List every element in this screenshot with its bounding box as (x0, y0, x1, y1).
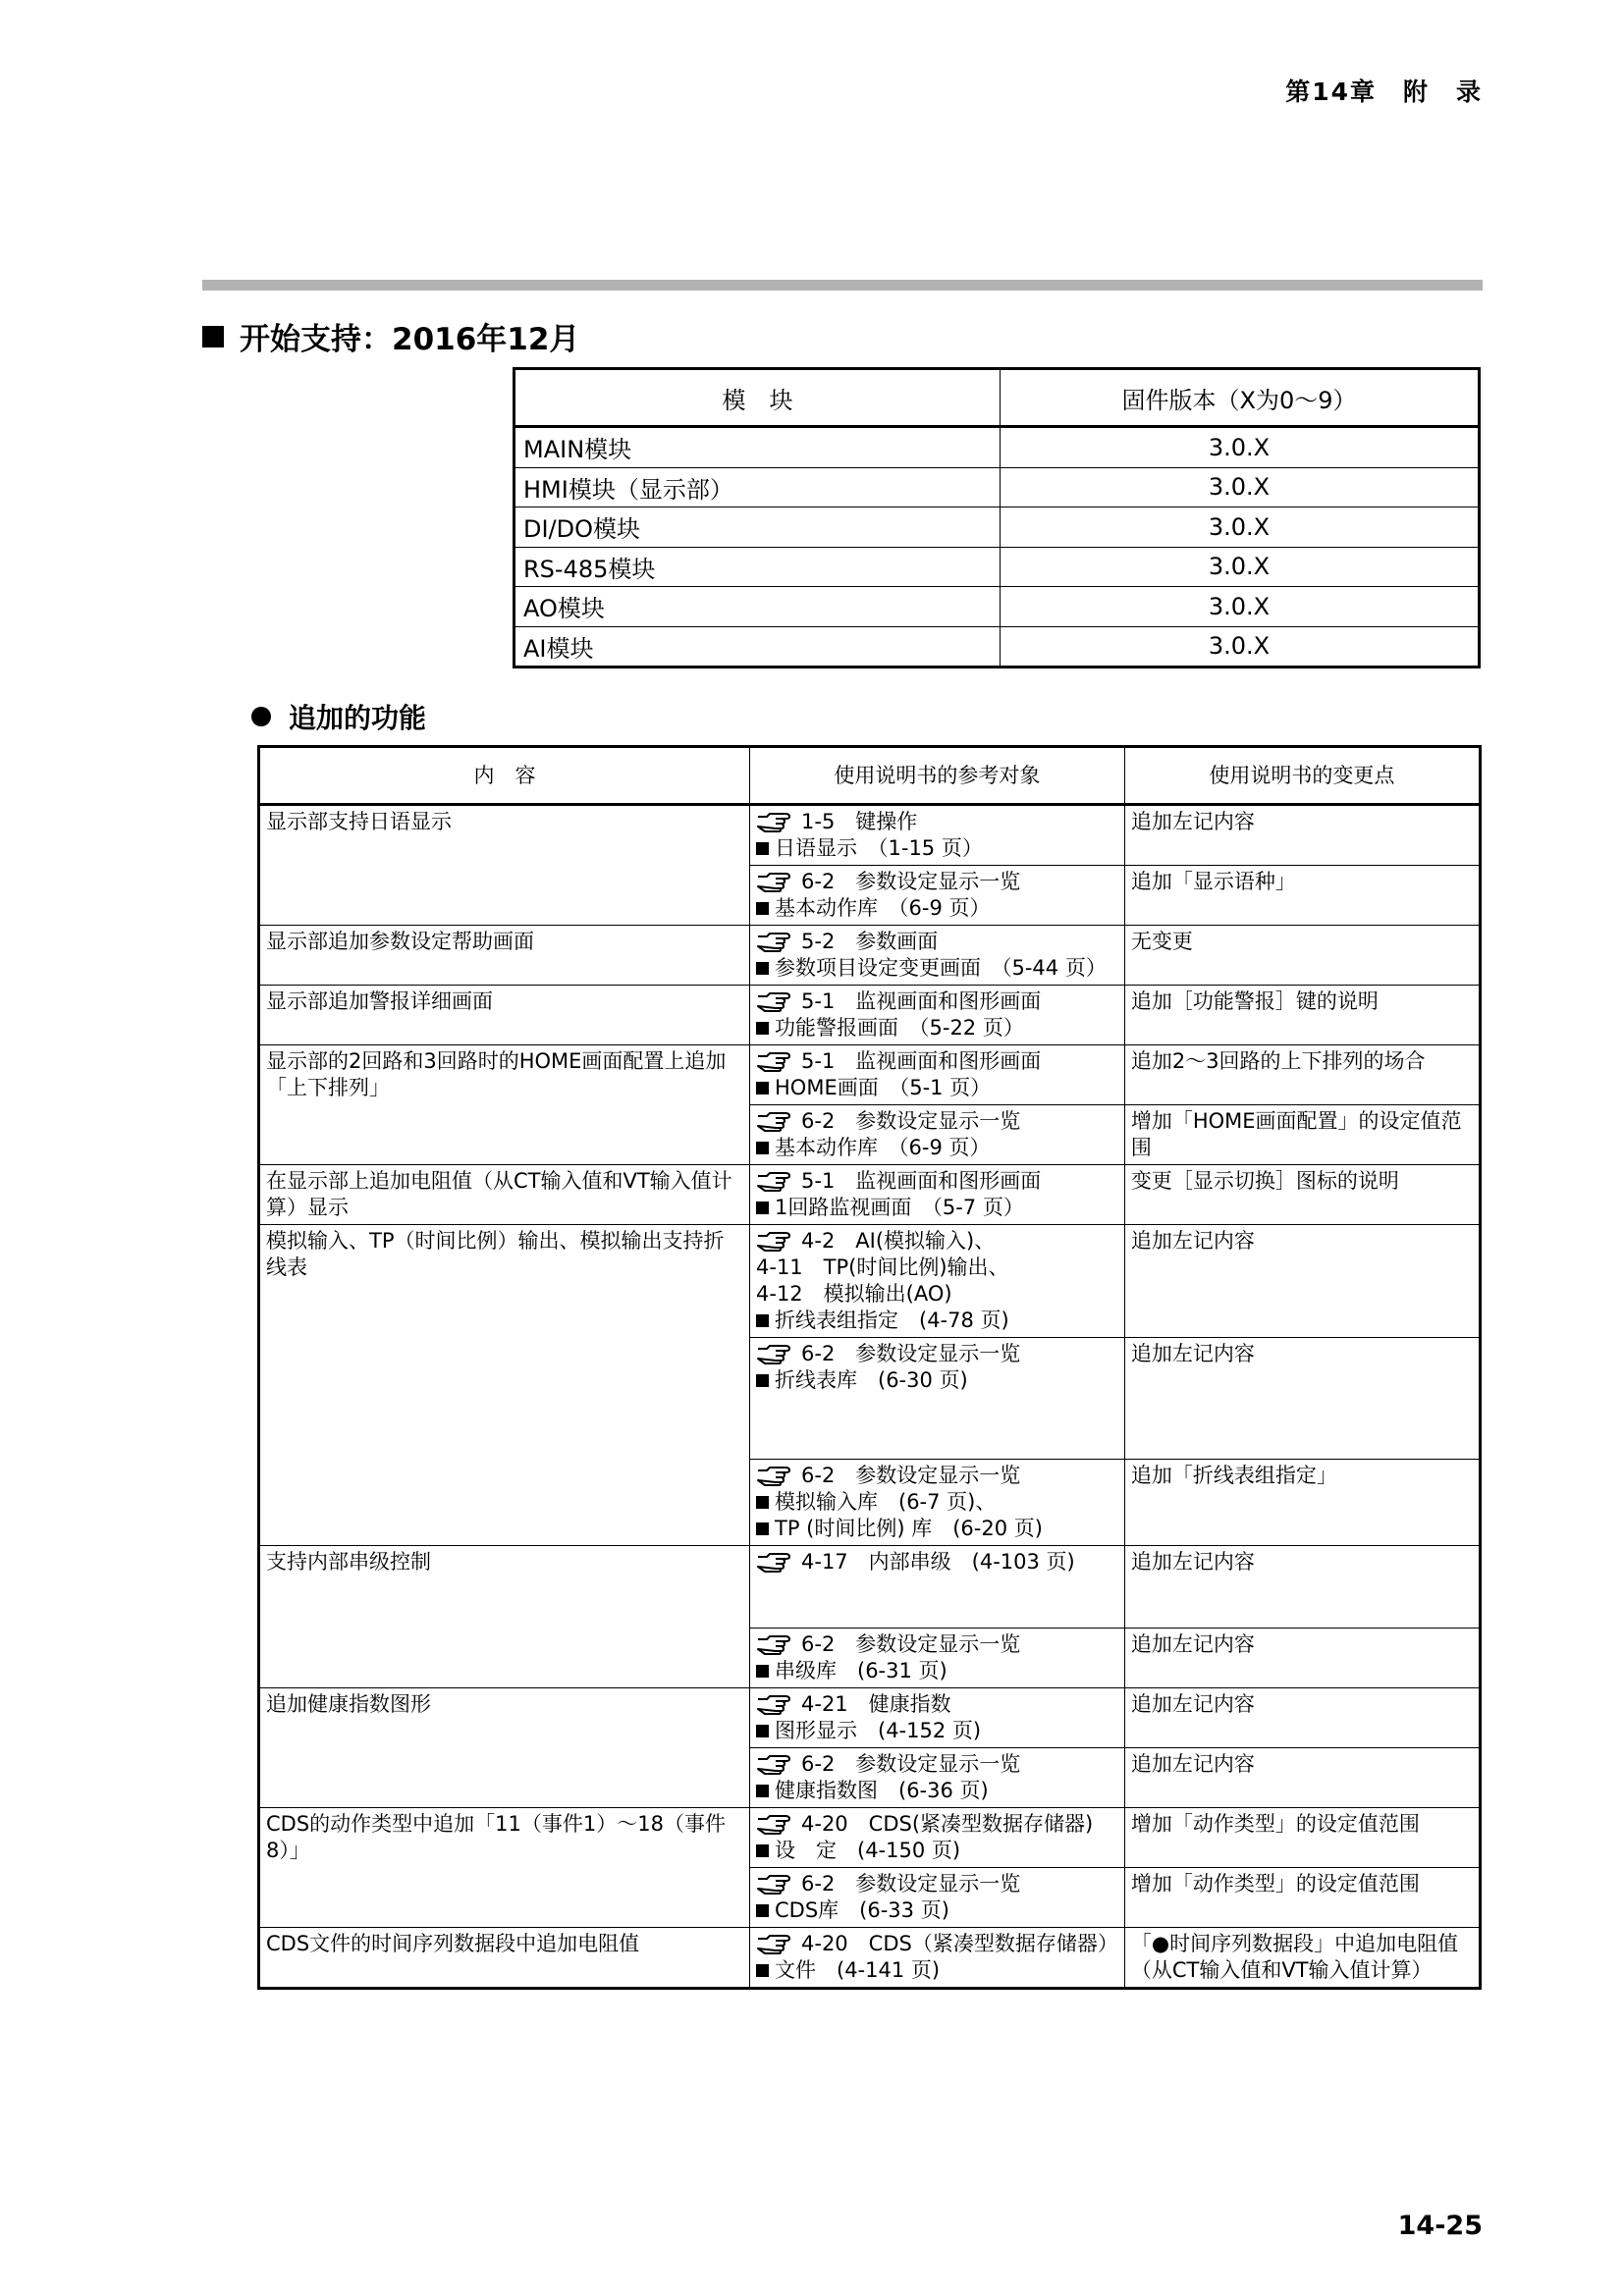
reference-text: 1回路监视画面 （5-7 页） (775, 1196, 1024, 1219)
manual-change-cell: 追加左记内容 (1124, 1748, 1480, 1808)
feature-content-cell: 显示部支持日语显示 (259, 805, 750, 926)
reference-line (756, 955, 1118, 982)
reference-text: 6-2 参数设定显示一览 (801, 1342, 1021, 1365)
table-row (259, 805, 1481, 866)
reference-line (756, 1015, 1118, 1041)
firmware-version-cell: 3.0.X (1001, 547, 1480, 587)
table-row (259, 1688, 1481, 1748)
added-features-table (257, 745, 1482, 1990)
reference-line (756, 1255, 1118, 1281)
reference-line (756, 1463, 1118, 1489)
manual-change-cell: 变更［显示切换］图标的说明 (1124, 1165, 1480, 1225)
table-row (259, 1808, 1481, 1868)
reference-line (756, 1341, 1118, 1367)
pointing-hand-icon (756, 1172, 791, 1192)
module-name-cell: DI/DO模块 (514, 507, 1001, 548)
feature-content-cell: CDS的动作类型中追加「11（事件1）～18（事件8）」 (259, 1808, 750, 1928)
feature-content-cell: 显示部追加参数设定帮助画面 (259, 926, 750, 986)
reference-line (756, 1367, 1118, 1394)
manual-change-cell: 追加左记内容 (1124, 1688, 1480, 1748)
reference-line (756, 1778, 1118, 1804)
section-heading (202, 314, 579, 358)
reference-line (756, 1075, 1118, 1101)
manual-change-cell: 追加2～3回路的上下排列的场合 (1124, 1045, 1480, 1105)
manual-reference-cell (750, 1225, 1125, 1338)
manual-reference-cell (750, 1688, 1125, 1748)
reference-text: 设 定 (4-150 页) (775, 1839, 961, 1862)
table-row (514, 626, 1480, 667)
reference-text: 参数项目设定变更画面 （5-44 页） (775, 956, 1107, 980)
manual-reference-cell (750, 1460, 1125, 1546)
pointing-hand-icon (756, 1553, 791, 1573)
black-square-icon (756, 1022, 769, 1035)
black-square-icon (756, 1964, 769, 1977)
table-row (259, 926, 1481, 986)
manual-change-cell: 增加「动作类型」的设定值范围 (1124, 1808, 1480, 1868)
firmware-version-cell: 3.0.X (1001, 427, 1480, 468)
reference-line (756, 1751, 1118, 1778)
black-square-icon (756, 842, 769, 855)
reference-text: 基本动作库 （6-9 页） (775, 896, 991, 920)
section-rule (202, 280, 1483, 291)
manual-reference-cell (750, 1629, 1125, 1688)
black-square-icon (756, 1496, 769, 1509)
manual-change-cell: 追加「显示语种」 (1124, 866, 1480, 926)
reference-text: 6-2 参数设定显示一览 (801, 1464, 1021, 1487)
pointing-hand-icon (756, 1635, 791, 1655)
reference-text: 6-2 参数设定显示一览 (801, 870, 1021, 893)
table-row (514, 467, 1480, 507)
manual-reference-cell (750, 1338, 1125, 1460)
reference-text: 5-1 监视画面和图形画面 (801, 989, 1042, 1013)
black-square-icon (756, 1201, 769, 1214)
table-row (259, 1928, 1481, 1989)
reference-text: 6-2 参数设定显示一览 (801, 1872, 1021, 1896)
reference-text: 模拟输入库 (6-7 页)、 (775, 1490, 997, 1514)
features-header-reference: 使用说明书的参考对象 (750, 747, 1125, 805)
reference-text: 4-20 CDS(紧凑型数据存储器) (801, 1812, 1094, 1836)
manual-change-cell: 追加左记内容 (1124, 1225, 1480, 1338)
subsection-title: 追加的功能 (289, 702, 427, 734)
reference-line (756, 1931, 1118, 1957)
reference-line (756, 809, 1118, 835)
reference-text: 6-2 参数设定显示一览 (801, 1109, 1021, 1133)
manual-change-cell: 追加左记内容 (1124, 1629, 1480, 1688)
module-name-cell: AI模块 (514, 626, 1001, 667)
reference-text: 4-11 TP(时间比例)输出、 (756, 1255, 1009, 1279)
black-square-icon (756, 1785, 769, 1797)
reference-text: 日语显示 （1-15 页） (775, 836, 983, 860)
reference-text: 4-20 CDS（紧凑型数据存储器） (801, 1932, 1118, 1955)
reference-text: CDS库 (6-33 页) (775, 1898, 949, 1922)
pointing-hand-icon (756, 873, 791, 892)
black-square-icon (756, 1725, 769, 1737)
reference-text: 串级库 (6-31 页) (775, 1659, 947, 1682)
pointing-hand-icon (756, 1815, 791, 1835)
manual-change-cell: 无变更 (1124, 926, 1480, 986)
manual-reference-cell (750, 1808, 1125, 1868)
reference-line (756, 1516, 1118, 1542)
table-row (259, 1045, 1481, 1105)
table-row (514, 427, 1480, 468)
reference-line (756, 1658, 1118, 1684)
firmware-version-cell: 3.0.X (1001, 467, 1480, 507)
manual-change-cell: 追加「折线表组指定」 (1124, 1460, 1480, 1546)
reference-line (756, 1871, 1118, 1897)
manual-reference-cell (750, 986, 1125, 1045)
reference-text: 5-1 监视画面和图形画面 (801, 1169, 1042, 1193)
manual-reference-cell (750, 1546, 1125, 1629)
manual-reference-cell (750, 1868, 1125, 1928)
firmware-version-cell: 3.0.X (1001, 507, 1480, 548)
manual-change-cell: 追加左记内容 (1124, 1338, 1480, 1460)
manual-change-cell: 「●时间序列数据段」中追加电阻值（从CT输入值和VT输入值计算） (1124, 1928, 1480, 1989)
reference-line (756, 1897, 1118, 1924)
reference-text: 健康指数图 (6-36 页) (775, 1779, 989, 1802)
reference-text: 功能警报画面 （5-22 页） (775, 1016, 1024, 1040)
pointing-hand-icon (756, 813, 791, 832)
feature-content-cell: 支持内部串级控制 (259, 1546, 750, 1688)
table-row (514, 587, 1480, 627)
reference-line (756, 869, 1118, 895)
feature-content-cell: 显示部的2回路和3回路时的HOME画面配置上追加「上下排列」 (259, 1045, 750, 1165)
version-table-header-version: 固件版本（X为0～9） (1001, 369, 1480, 427)
reference-text: 折线表库 (6-30 页) (775, 1368, 968, 1392)
pointing-hand-icon (756, 1345, 791, 1364)
pointing-hand-icon (756, 1935, 791, 1954)
reference-line (756, 929, 1118, 955)
pointing-hand-icon (756, 992, 791, 1012)
manual-change-cell: 增加「HOME画面配置」的设定值范围 (1124, 1105, 1480, 1165)
reference-line (756, 1195, 1118, 1221)
manual-reference-cell (750, 1928, 1125, 1989)
reference-text: 4-12 模拟输出(AO) (756, 1282, 952, 1306)
manual-reference-cell (750, 1165, 1125, 1225)
manual-change-cell: 追加左记内容 (1124, 1546, 1480, 1629)
reference-text: 6-2 参数设定显示一览 (801, 1752, 1021, 1776)
module-name-cell: RS-485模块 (514, 547, 1001, 587)
manual-reference-cell (750, 1748, 1125, 1808)
manual-reference-cell (750, 1045, 1125, 1105)
black-square-icon (756, 1844, 769, 1857)
reference-line (756, 1838, 1118, 1864)
reference-line (756, 1811, 1118, 1838)
reference-text: 4-2 AI(模拟输入)、 (801, 1229, 996, 1253)
reference-text: 6-2 参数设定显示一览 (801, 1632, 1021, 1656)
feature-content-cell: 在显示部上追加电阻值（从CT输入值和VT输入值计算）显示 (259, 1165, 750, 1225)
subsection-heading (251, 697, 426, 736)
firmware-version-table (513, 367, 1481, 668)
reference-line (756, 1281, 1118, 1308)
reference-line (756, 1048, 1118, 1075)
module-name-cell: AO模块 (514, 587, 1001, 627)
black-circle-icon (251, 707, 271, 726)
feature-content-cell: 模拟输入、TP（时间比例）输出、模拟输出支持折线表 (259, 1225, 750, 1546)
chapter-header: 第14章 附 录 (1285, 78, 1483, 106)
feature-content-cell: CDS文件的时间序列数据段中追加电阻值 (259, 1928, 750, 1989)
reference-line (756, 1108, 1118, 1135)
black-square-icon (756, 1082, 769, 1095)
pointing-hand-icon (756, 1695, 791, 1715)
manual-change-cell: 追加［功能警报］键的说明 (1124, 986, 1480, 1045)
manual-change-cell: 追加左记内容 (1124, 805, 1480, 866)
firmware-version-cell: 3.0.X (1001, 626, 1480, 667)
manual-change-cell: 增加「动作类型」的设定值范围 (1124, 1868, 1480, 1928)
manual-reference-cell (750, 805, 1125, 866)
pointing-hand-icon (756, 1467, 791, 1486)
reference-line (756, 1135, 1118, 1161)
reference-line (756, 1691, 1118, 1718)
reference-text: 图形显示 (4-152 页) (775, 1719, 982, 1742)
reference-line (756, 1308, 1118, 1334)
reference-line (756, 1168, 1118, 1195)
black-square-icon (756, 1904, 769, 1917)
pointing-hand-icon (756, 1112, 791, 1132)
reference-text: 基本动作库 （6-9 页） (775, 1136, 991, 1159)
reference-line (756, 988, 1118, 1015)
black-square-icon (202, 326, 224, 347)
reference-text: 折线表组指定 (4-78 页) (775, 1308, 1009, 1332)
pointing-hand-icon (756, 1232, 791, 1252)
reference-text: HOME画面 （5-1 页） (775, 1076, 992, 1099)
version-table-header-module: 模 块 (514, 369, 1001, 427)
black-square-icon (756, 1142, 769, 1154)
black-square-icon (756, 1522, 769, 1535)
firmware-version-cell: 3.0.X (1001, 587, 1480, 627)
reference-line (756, 1489, 1118, 1516)
section-title: 开始支持：2016年12月 (240, 322, 580, 357)
reference-text: TP (时间比例) 库 (6-20 页) (775, 1517, 1043, 1540)
table-row (259, 986, 1481, 1045)
pointing-hand-icon (756, 1052, 791, 1072)
reference-line (756, 895, 1118, 922)
table-row (514, 507, 1480, 548)
reference-text: 4-17 内部串级 (4-103 页) (801, 1550, 1075, 1574)
pointing-hand-icon (756, 1755, 791, 1775)
reference-line (756, 1549, 1118, 1575)
manual-reference-cell (750, 926, 1125, 986)
reference-text: 文件 (4-141 页) (775, 1958, 941, 1982)
pointing-hand-icon (756, 1875, 791, 1895)
table-row (259, 1165, 1481, 1225)
reference-text: 5-1 监视画面和图形画面 (801, 1049, 1042, 1073)
reference-text: 4-21 健康指数 (801, 1692, 951, 1716)
features-header-content: 内 容 (259, 747, 750, 805)
manual-reference-cell (750, 1105, 1125, 1165)
pointing-hand-icon (756, 933, 791, 952)
reference-line (756, 1631, 1118, 1658)
reference-text: 5-2 参数画面 (801, 930, 939, 953)
page-number: 14-25 (1397, 2211, 1483, 2241)
feature-content-cell: 显示部追加警报详细画面 (259, 986, 750, 1045)
table-row (259, 1225, 1481, 1338)
manual-reference-cell (750, 866, 1125, 926)
black-square-icon (756, 962, 769, 975)
reference-line (756, 1228, 1118, 1255)
black-square-icon (756, 1314, 769, 1327)
reference-line (756, 1718, 1118, 1744)
table-row (514, 547, 1480, 587)
black-square-icon (756, 1374, 769, 1387)
black-square-icon (756, 902, 769, 915)
table-row (259, 1546, 1481, 1629)
feature-content-cell: 追加健康指数图形 (259, 1688, 750, 1808)
module-name-cell: HMI模块（显示部） (514, 467, 1001, 507)
black-square-icon (756, 1665, 769, 1678)
features-header-change: 使用说明书的变更点 (1124, 747, 1480, 805)
module-name-cell: MAIN模块 (514, 427, 1001, 468)
reference-text: 1-5 键操作 (801, 810, 918, 833)
reference-line (756, 835, 1118, 862)
reference-line (756, 1957, 1118, 1984)
